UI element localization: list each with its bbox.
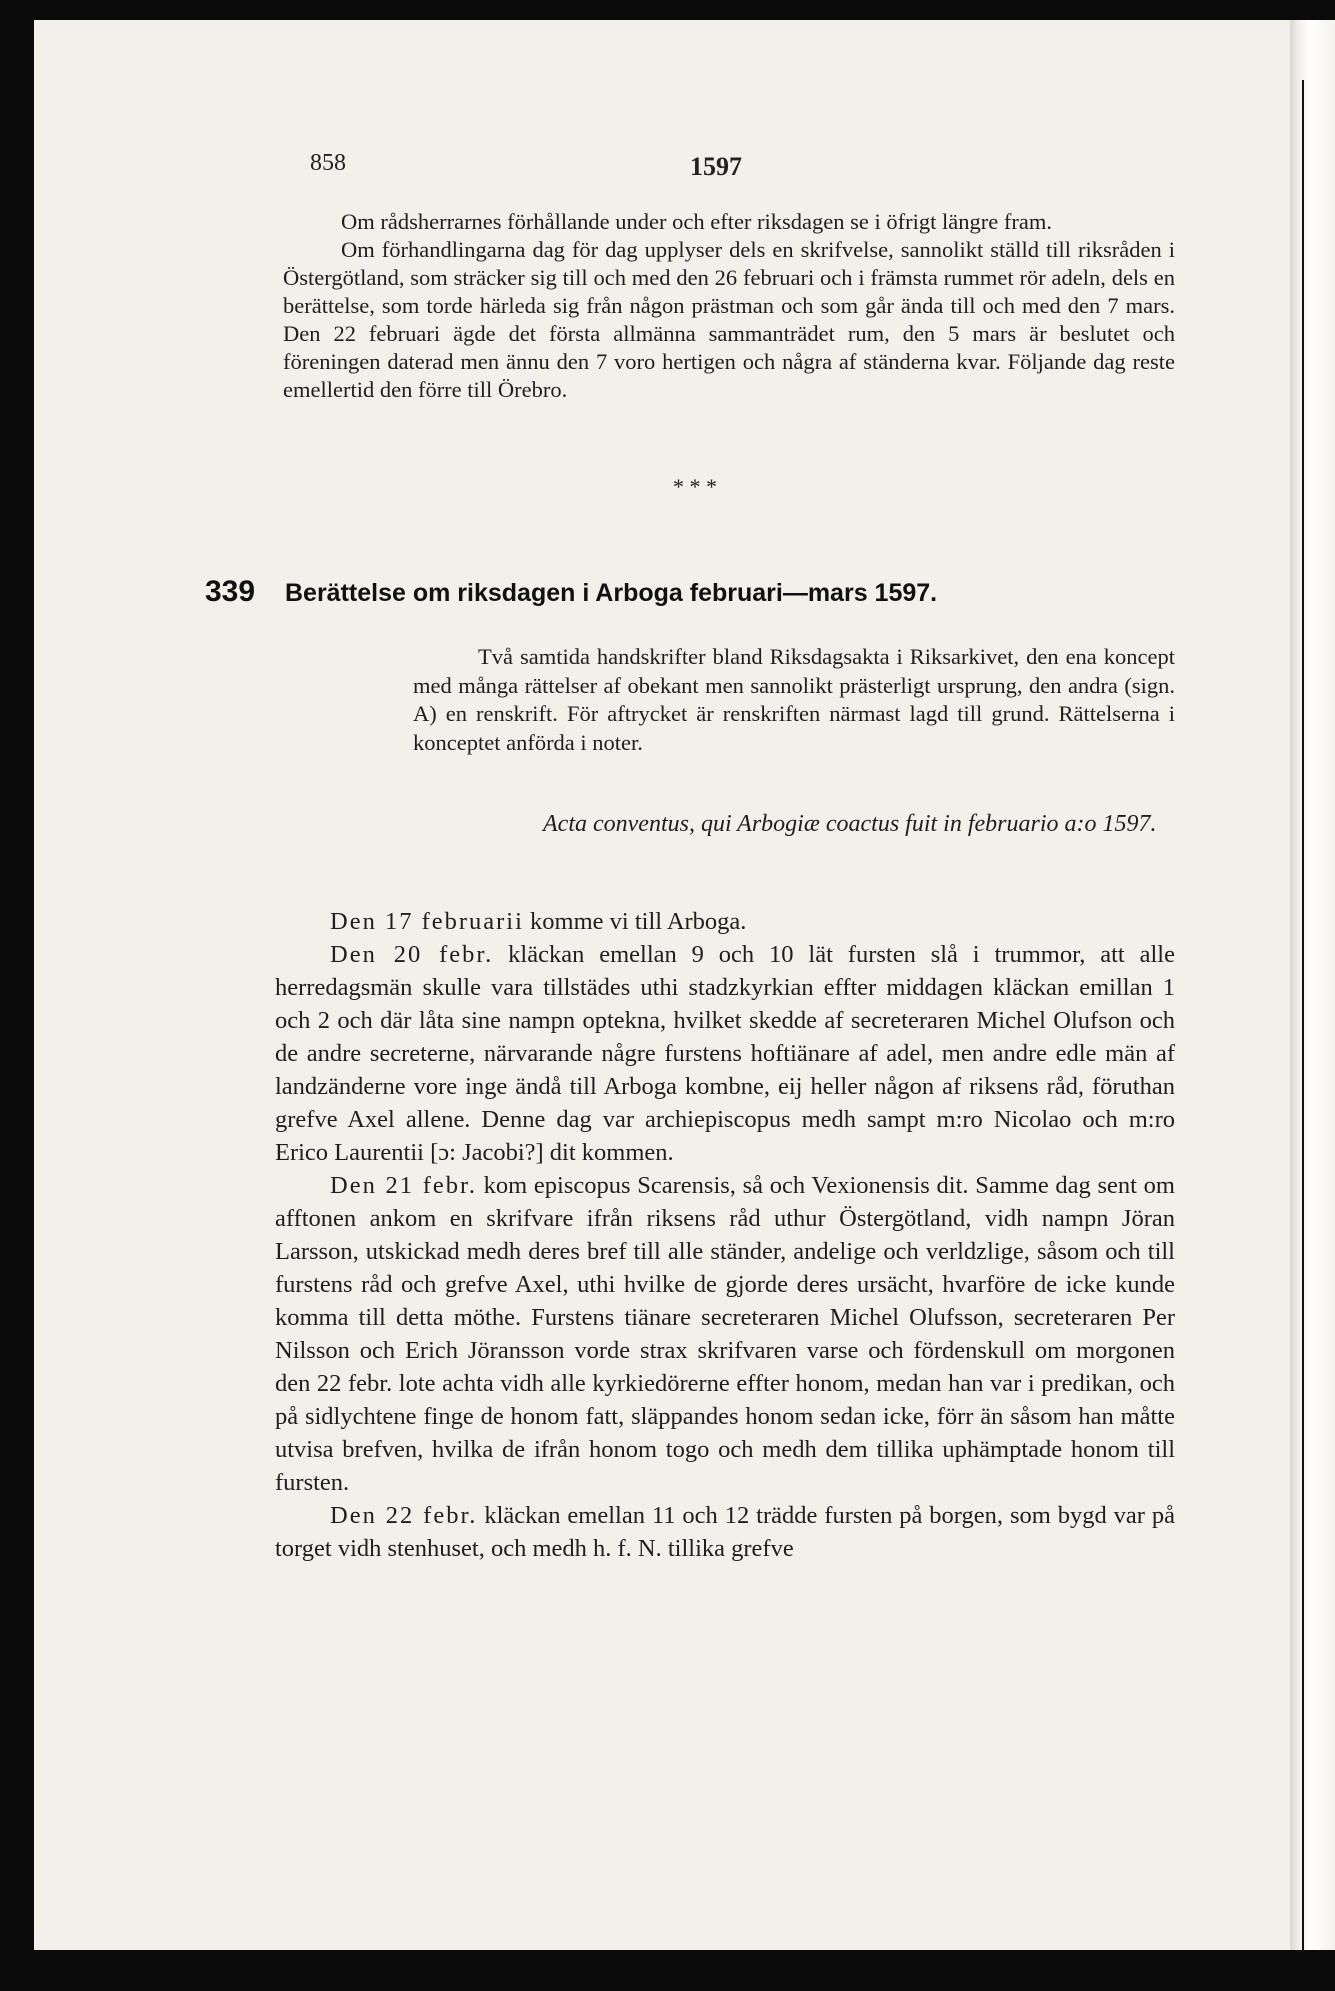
scan-border-right xyxy=(1302,80,1304,1960)
source-note xyxy=(413,643,1175,757)
chronicle-entry xyxy=(275,1169,1175,1499)
entry-date: Den 17 februarii xyxy=(330,908,524,935)
intro-text xyxy=(283,208,1175,404)
page-edge xyxy=(1290,20,1335,1950)
section-separator: * * * xyxy=(673,474,717,499)
entry-date: Den 20 febr. xyxy=(330,941,494,968)
section-title: Berättelse om riksdagen i Arboga februari—mars 1597. xyxy=(285,579,938,607)
entry-text: kläckan emellan 9 och 10 lät fursten slå i trummor, att alle herredagsmän skulle vara tillstädes uthi stadzkyrkian effter middagen kläckan emillan 1 och 2 och där låta sine nampn optekna, hvilket skedde af secreteraren Michel Olufson och de andre secreterne, närvarande någre furstens hoftiänare af adel, men andre edle män af landzänderne vore inge ändå till Arboga kombne, eij heller någon af riksens råd, föruthan grefve Axel allene. Denne dag var archiepiscopus medh sampt m:ro Nicolao och m:ro Erico Laurentii [ɔ: Jacobi?] dit kommen. xyxy=(275,941,1175,1166)
chronicle-entry xyxy=(275,905,1175,938)
chronicle-entry xyxy=(275,938,1175,1169)
source-note-text: Två samtida handskrifter bland Riksdagsakta i Riksarkivet, den ena koncept med många rättelser af obekant men sannolikt prästerligt ursprung, den andra (sign. A) en renskrift. För aftrycket är renskriften närmast lagd till grund. Rättelserna i konceptet anförda i noter. xyxy=(413,644,1175,755)
running-year: 1597 xyxy=(690,152,742,181)
entry-text: komme vi till Arboga. xyxy=(523,908,747,935)
entry-date: Den 22 febr. xyxy=(330,1502,478,1529)
scan-border-top xyxy=(0,0,1335,22)
intro-paragraph: Om rådsherrarnes förhållande under och efter riksdagen se i öfrigt längre fram. xyxy=(341,209,1052,234)
running-head xyxy=(0,150,1335,190)
page-number: 858 xyxy=(310,150,346,176)
intro-paragraph: Om förhandlingarna dag för dag upplyser dels en skrifvelse, sannolikt ställd till riksråden i Östergötland, som sträcker sig till och med den 26 februari och i främsta rummet rör adeln, dels en berättelse, som torde härleda sig från någon prästman och som går ända till och med den 7 mars. Den 22 februari ägde det första allmänna sammanträdet rum, den 5 mars är beslutet och föreningen daterad men ännu den 7 voro hertigen och några af ständerna kvar. Följande dag reste emellertid den förre till Örebro. xyxy=(283,237,1175,402)
entry-date: Den 21 febr. xyxy=(330,1172,477,1199)
section-heading xyxy=(205,575,1205,615)
chronicle-entry xyxy=(275,1499,1175,1565)
acta-title: Acta conventus, qui Arbogiæ coactus fuit in februario a:o 1597. xyxy=(543,811,1157,837)
entry-text: kläckan emellan 11 och 12 trädde fursten på borgen, som bygd var på torget vidh stenhuset, och medh h. f. N. tillika grefve xyxy=(275,1502,1175,1562)
entry-text: kom episcopus Scarensis, så och Vexionensis dit. Samme dag sent om afftonen ankom en skrifvare ifrån riksens råd uthur Östergötland, vidh nampn Jöran Larsson, utskickad medh deres bref till alle ständer, andelige och verldzlige, såsom och till furstens råd och grefve Axel, uthi hvilke de gjorde deres ursächt, hvarföre de icke kunde komma till detta möthe. Furstens tiänare secreteraren Michel Olufsson, secreteraren Per Nilsson och Erich Jöransson vorde strax skrifvaren varse och fördenskull om morgonen den 22 febr. lote achta vidh alle kyrkiedörerne effter honom, medan han var i predikan, och på sidlychtene finge de honom fatt, släppandes honom sedan icke, förr än såsom han måtte utvisa brefven, hvilka de ifrån honom togo och medh dem tillika uphämptade honom till fursten. xyxy=(275,1172,1175,1496)
section-number: 339 xyxy=(205,575,256,608)
scan-border-bottom xyxy=(0,1953,1335,1991)
chronicle-text xyxy=(275,905,1175,1565)
